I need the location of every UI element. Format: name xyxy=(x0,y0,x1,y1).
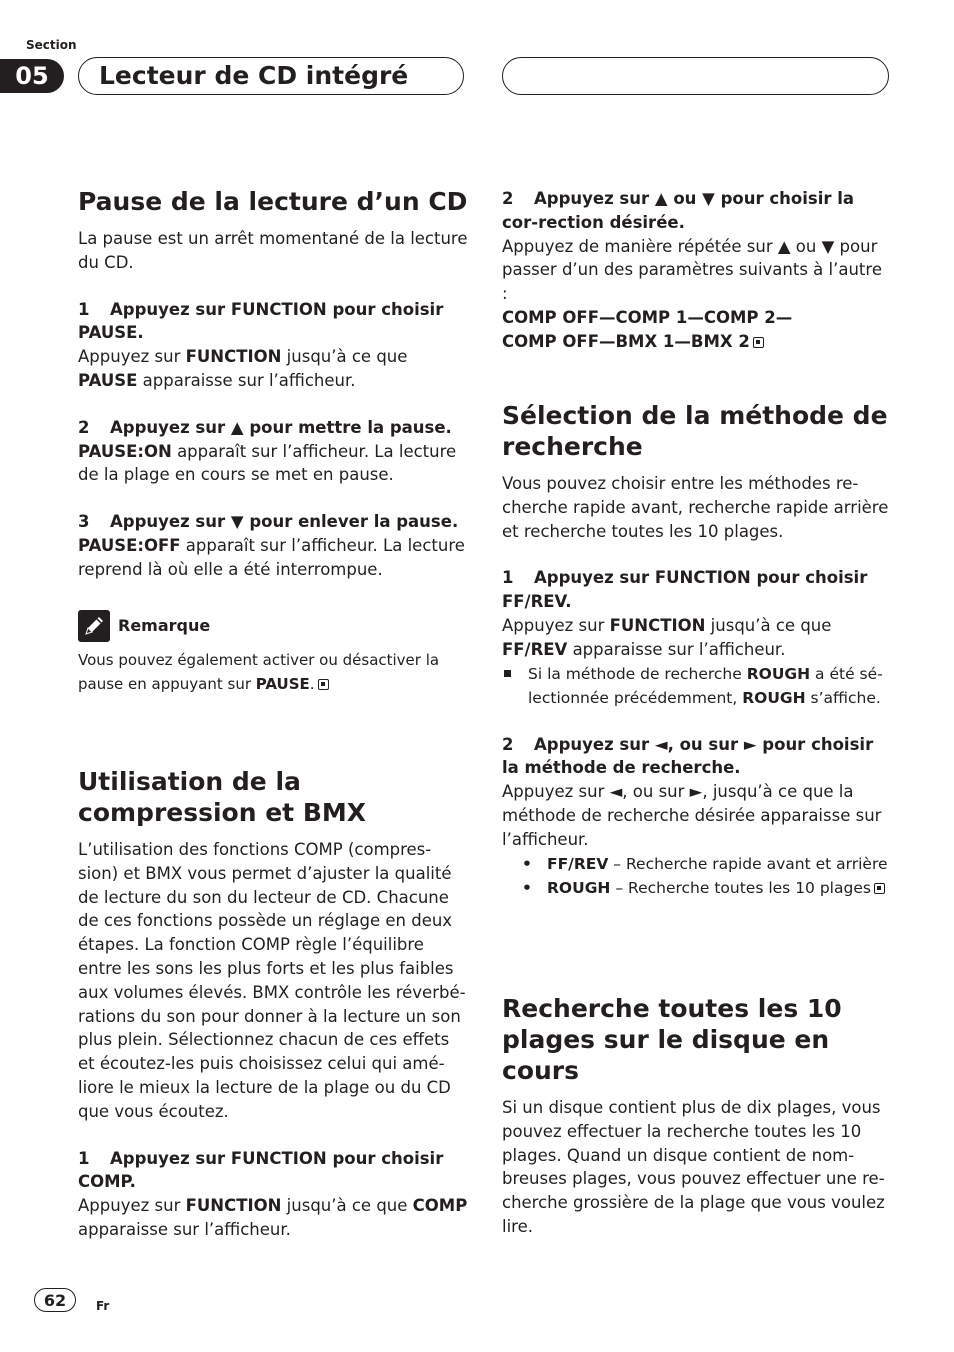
pause-step-2: 2 Appuyez sur ▲ pour mettre la pause. xyxy=(78,417,452,437)
page-number: 62 xyxy=(34,1288,76,1312)
pause-step-3-text: PAUSE:OFF apparaît sur l’afficheur. La lecture reprend là où elle a été interrompue. xyxy=(78,535,465,579)
pause-intro: La pause est un arrêt momentané de la lecture du CD. xyxy=(78,229,468,272)
comp-step-1: 1 Appuyez sur FUNCTION pour choisir COMP. xyxy=(78,1148,444,1192)
rough-search-body: Si un disque contient plus de dix plages, vous pouvez effectuer la recherche toutes les 10 plages. Quand un disque contient de nom-breuses plages, vous pouvez effectuer une re-cherche grossière de la plage que vous voulez lire. xyxy=(502,1098,885,1236)
search-step-2: 2 Appuyez sur ◄, ou sur ► pour choisir la méthode de recherche. xyxy=(502,734,874,778)
comp-sequence-1: COMP OFF—COMP 1—COMP 2— xyxy=(502,307,793,327)
compression-body: L’utilisation des fonctions COMP (compres-sion) et BMX vous permet d’ajuster la qualité de lecture du son du lecteur de CD. Chacune de ces fonctions possède un réglage en deux étapes. La fonction COMP règle l’équilibre entre les sons les plus forts et les plus faibles aux volumes élevés. BMX contrôle les réverbé-rations du son pour donner à la lecture un son plus plein. Sélectionnez chacun de ces effets et écoutez-les puis choisissez celui qui amé-liore le mieux la lecture de la plage ou du CD que vous écoutez. xyxy=(78,840,466,1121)
note-header xyxy=(78,610,468,642)
search-heading: Sélection de la méthode de recherche xyxy=(502,401,888,461)
section-number-badge: 05 xyxy=(0,59,64,93)
section-label: Section xyxy=(26,38,77,52)
list-item: • FF/REV – Recherche rapide avant et arrière xyxy=(502,852,892,876)
compression-heading: Utilisation de la compression et BMX xyxy=(78,767,367,827)
header-empty-box xyxy=(502,57,889,95)
list-item: • ROUGH – Recherche toutes les 10 plages xyxy=(502,876,892,900)
comp-step-1-text: Appuyez sur FUNCTION jusqu’à ce que COMP apparaisse sur l’afficheur. xyxy=(78,1196,468,1239)
comp-step-2-text: Appuyez de manière répétée sur ▲ ou ▼ pour passer d’un des paramètres suivants à l’autre : xyxy=(502,236,882,304)
pause-step-1: 1 Appuyez sur FUNCTION pour choisir PAUSE. xyxy=(78,299,444,343)
note-text: Vous pouvez également activer ou désactiver la pause en appuyant sur PAUSE. xyxy=(78,650,440,693)
compression-section xyxy=(78,766,468,1242)
chapter-title: Lecteur de CD intégré xyxy=(99,61,409,90)
header-title-box xyxy=(78,57,464,95)
rough-search-heading: Recherche toutes les 10 plages sur le disque en cours xyxy=(502,994,842,1085)
language-code: Fr xyxy=(96,1299,110,1313)
note-label: Remarque xyxy=(118,616,211,636)
search-step-1: 1 Appuyez sur FUNCTION pour choisir FF/REV. xyxy=(502,568,868,612)
search-intro: Vous pouvez choisir entre les méthodes re-cherche rapide avant, recherche rapide arrière et recherche toutes les 10 plages. xyxy=(502,474,889,541)
pause-step-2-text: PAUSE:ON apparaît sur l’afficheur. La lecture de la plage en cours se met en pause. xyxy=(78,441,457,485)
search-methods-list xyxy=(502,852,892,900)
pause-heading: Pause de la lecture d’un CD xyxy=(78,187,468,216)
end-mark-icon xyxy=(318,679,329,690)
pause-step-3: 3 Appuyez sur ▼ pour enlever la pause. xyxy=(78,512,459,532)
comp-sequence-2: COMP OFF—BMX 1—BMX 2 xyxy=(502,330,892,354)
end-mark-icon xyxy=(874,883,885,894)
search-note: Si la méthode de recherche ROUGH a été sé-lectionnée précédemment, ROUGH s’affiche. xyxy=(502,662,892,710)
comp-step-2: 2 Appuyez sur ▲ ou ▼ pour choisir la cor-rection désirée. xyxy=(502,189,855,232)
end-mark-icon xyxy=(753,337,764,348)
search-section xyxy=(502,400,892,900)
search-step-1-text: Appuyez sur FUNCTION jusqu’à ce que FF/REV apparaisse sur l’afficheur. xyxy=(502,615,832,659)
pencil-note-icon xyxy=(78,610,110,642)
pause-section xyxy=(78,186,468,696)
search-step-2-text: Appuyez sur ◄, ou sur ►, jusqu’à ce que la méthode de recherche désirée apparaisse sur l’afficheur. xyxy=(502,782,882,849)
comp-step-2-block xyxy=(502,187,892,354)
rough-search-section xyxy=(502,993,892,1239)
pause-step-1-text: Appuyez sur FUNCTION jusqu’à ce que PAUSE apparaisse sur l’afficheur. xyxy=(78,347,408,390)
